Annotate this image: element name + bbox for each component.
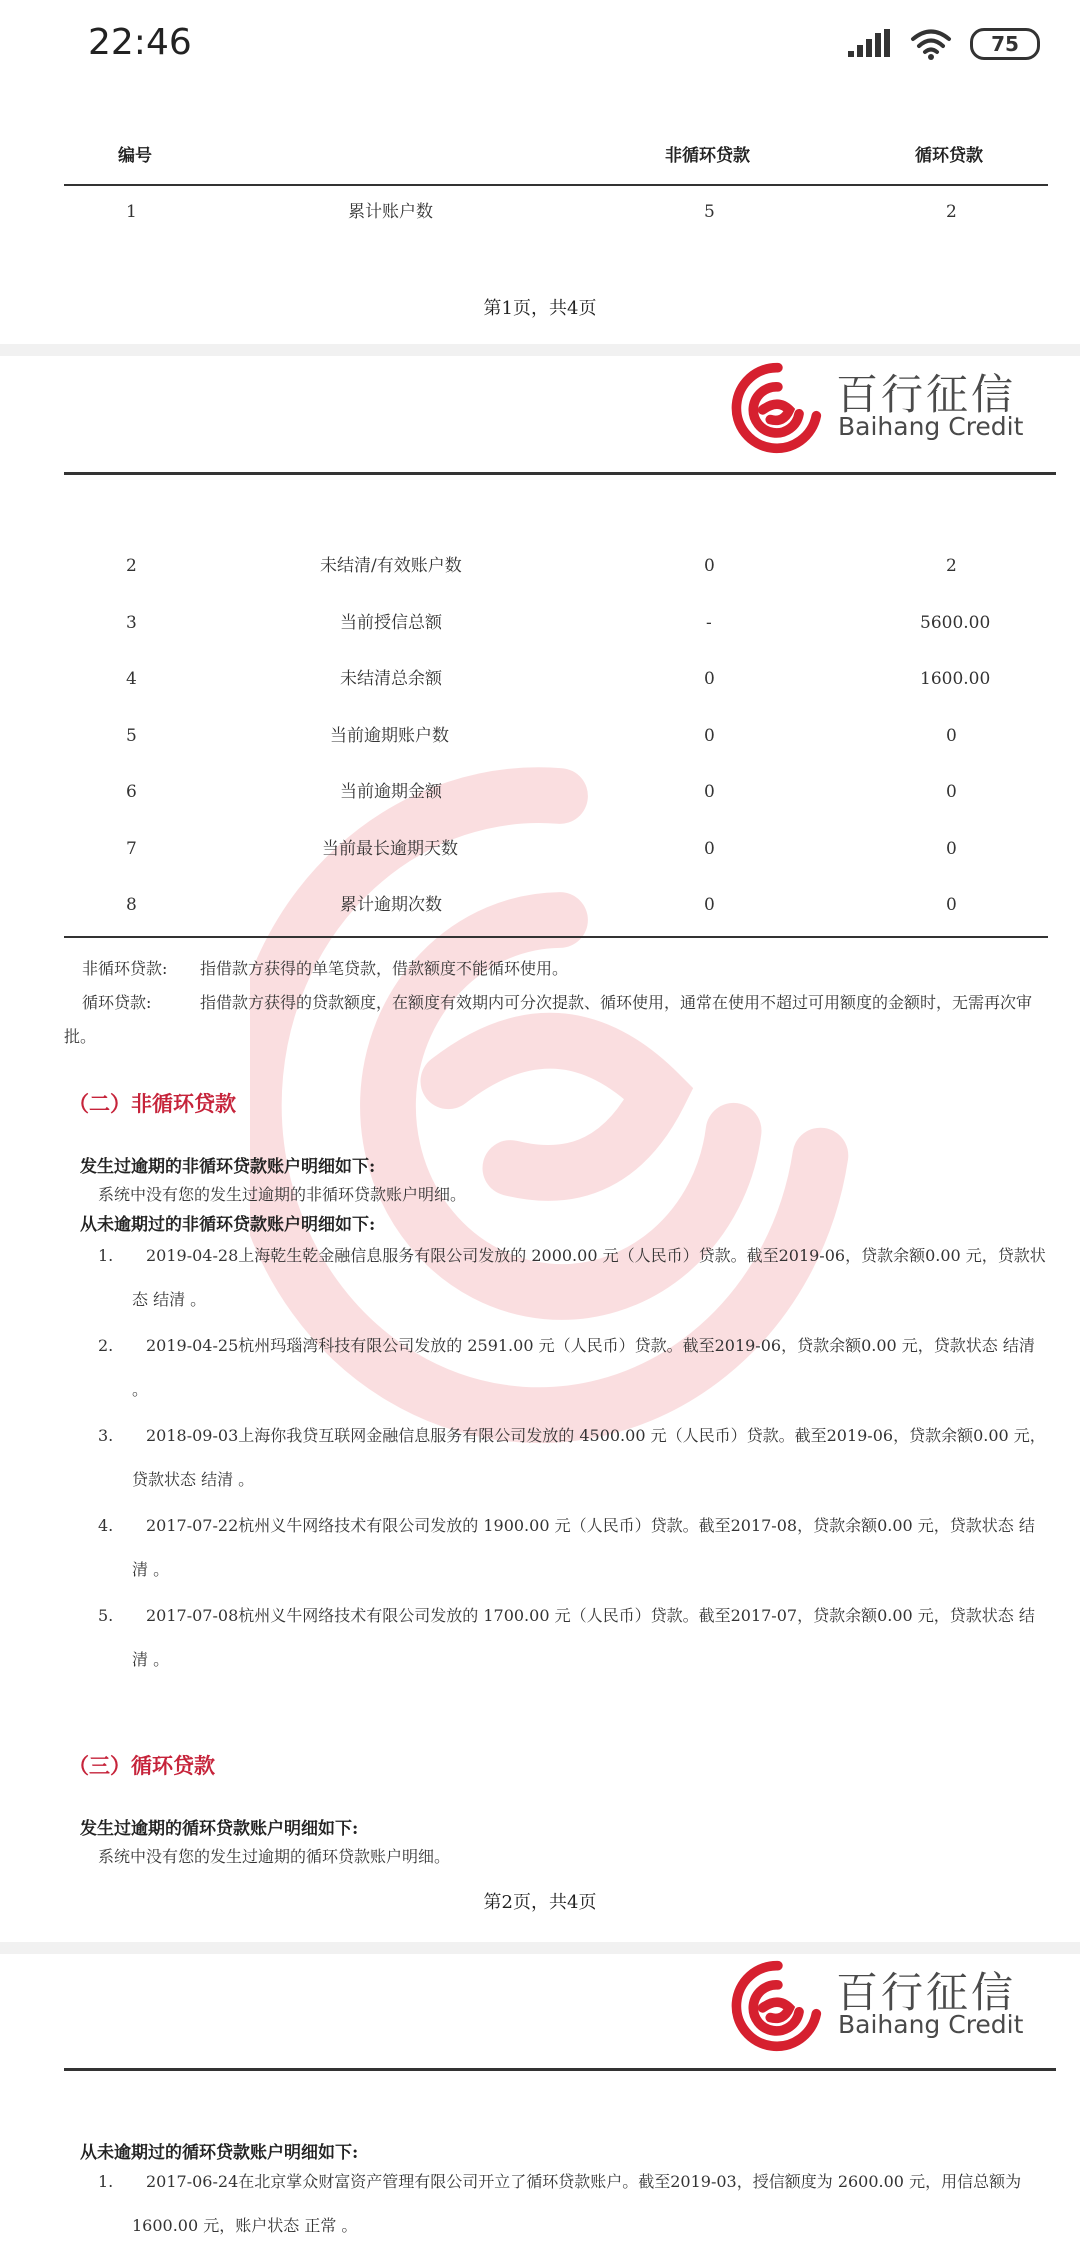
page-number: 第1页，共4页 [483, 298, 597, 319]
definition-rev [64, 986, 1054, 1054]
battery-level: 75 [991, 32, 1019, 56]
list-item-text: 2019-04-28上海乾生乾金融信息服务有限公司发放的 2000.00 元（人民币）贷款。截至2019-06，贷款余额0.00 元，贷款状态 结清 。 [132, 1246, 1046, 1309]
section-title-rev: （三）循环贷款 [68, 1754, 215, 1778]
row-rev: 2 [946, 202, 957, 222]
row-label: 未结清/有效账户数 [320, 556, 462, 576]
row-no: 6 [126, 782, 137, 802]
row-nonrev: 0 [704, 782, 715, 802]
definition-label: 非循环贷款: [82, 959, 168, 978]
definitions [64, 952, 1054, 1054]
row-no: 8 [126, 895, 137, 915]
row-label: 当前授信总额 [340, 613, 442, 633]
row-nonrev: 0 [704, 669, 715, 689]
brand-logo [728, 356, 1028, 456]
status-time: 22:46 [88, 22, 192, 63]
clean-rev-heading: 从未逾期过的循环贷款账户明细如下: [80, 2143, 359, 2163]
battery-indicator [970, 28, 1040, 60]
section-title-nonrev: （二）非循环贷款 [68, 1092, 236, 1116]
baihang-logo-icon [728, 1958, 824, 2054]
col-header-nonrev: 非循环贷款 [665, 146, 750, 166]
col-header-rev: 循环贷款 [915, 146, 983, 166]
row-rev: 1600.00 [920, 669, 991, 689]
list-item-number: 1. [98, 1246, 114, 1265]
brand-name-en: Baihang Credit [838, 412, 1024, 441]
row-rev: 0 [946, 839, 957, 859]
brand-name-cn: 百行征信 [836, 370, 1017, 419]
list-item-text: 2018-09-03上海你我贷互联网金融信息服务有限公司发放的 4500.00 元（人民币）贷款。截至2019-06，贷款余额0.00 元，贷款状态 结清 。 [132, 1426, 1046, 1489]
list-item [98, 1414, 1048, 1502]
row-rev: 0 [946, 782, 957, 802]
row-no: 3 [126, 613, 137, 633]
col-header-no: 编号 [118, 146, 152, 166]
status-bar [0, 0, 1080, 90]
row-nonrev: 5 [704, 202, 715, 222]
row-rev: 0 [946, 895, 957, 915]
list-item [98, 2160, 1048, 2244]
table-header-rule [64, 184, 1048, 186]
row-nonrev: 0 [704, 726, 715, 746]
page-2 [0, 356, 1080, 1942]
page-number: 第2页，共4页 [483, 1892, 597, 1913]
overdue-rev-heading: 发生过逾期的循环贷款账户明细如下: [80, 1819, 359, 1839]
row-label: 当前逾期金额 [340, 782, 442, 802]
row-nonrev: - [706, 613, 712, 633]
row-label: 累计逾期次数 [340, 895, 442, 915]
overdue-nonrev-note: 系统中没有您的发生过逾期的非循环贷款账户明细。 [98, 1185, 467, 1204]
page-1-tail [0, 90, 1080, 344]
signal-icon [848, 29, 892, 59]
row-nonrev: 0 [704, 895, 715, 915]
row-label: 未结清总余额 [340, 669, 442, 689]
row-rev: 2 [946, 556, 957, 576]
row-no: 7 [126, 839, 137, 859]
baihang-logo-icon [728, 360, 824, 456]
definition-nonrev [64, 952, 1054, 986]
list-item-text: 2019-04-25杭州玛瑙湾科技有限公司发放的 2591.00 元（人民币）贷款。截至2019-06，贷款余额0.00 元，贷款状态 结清 。 [132, 1336, 1035, 1399]
row-label: 当前逾期账户数 [330, 726, 449, 746]
definition-text: 指借款方获得的单笔贷款，借款额度不能循环使用。 [200, 959, 569, 978]
row-no: 5 [126, 726, 137, 746]
list-item-number: 5. [98, 1606, 114, 1625]
row-no: 1 [126, 202, 137, 222]
list-item-text: 2017-06-24在北京掌众财富资产管理有限公司开立了循环贷款账户。截至2019-03，授信额度为 2600.00 元，用信总额为 1600.00 元，账户状态 正常 。 [132, 2172, 1022, 2235]
wifi-icon [910, 28, 952, 60]
page-header-rule [64, 2068, 1056, 2071]
row-rev: 0 [946, 726, 957, 746]
list-item [98, 1504, 1048, 1592]
list-item-text: 2017-07-08杭州义牛网络技术有限公司发放的 1700.00 元（人民币）贷款。截至2017-07，贷款余额0.00 元，贷款状态 结清 。 [132, 1606, 1035, 1669]
definition-label: 循环贷款: [82, 993, 152, 1012]
row-label: 当前最长逾期天数 [322, 839, 458, 859]
list-item [98, 1594, 1048, 1682]
clean-nonrev-heading: 从未逾期过的非循环贷款账户明细如下: [80, 1215, 376, 1235]
list-item-number: 4. [98, 1516, 114, 1535]
list-item-number: 1. [98, 2172, 114, 2191]
page-header-rule [64, 472, 1056, 475]
row-rev: 5600.00 [920, 613, 991, 633]
status-icons [848, 28, 1040, 60]
row-no: 2 [126, 556, 137, 576]
page-3-head [0, 1954, 1080, 2244]
row-nonrev: 0 [704, 839, 715, 859]
row-label: 累计账户数 [348, 202, 433, 222]
list-item-text: 2017-07-22杭州义牛网络技术有限公司发放的 1900.00 元（人民币）贷款。截至2017-08，贷款余额0.00 元，贷款状态 结清 。 [132, 1516, 1035, 1579]
row-nonrev: 0 [704, 556, 715, 576]
overdue-rev-note: 系统中没有您的发生过逾期的循环贷款账户明细。 [98, 1847, 451, 1866]
brand-name-cn: 百行征信 [836, 1968, 1017, 2017]
list-item [98, 1234, 1048, 1322]
list-item-number: 2. [98, 1336, 114, 1355]
list-item [98, 1324, 1048, 1412]
overdue-nonrev-heading: 发生过逾期的非循环贷款账户明细如下: [80, 1157, 376, 1177]
brand-logo [728, 1954, 1028, 2054]
table-bottom-rule [64, 936, 1048, 938]
definition-text: 指借款方获得的贷款额度，在额度有效期内可分次提款、循环使用，通常在使用不超过可用额度的金额时，无需再次审批。 [64, 993, 1033, 1046]
list-item-number: 3. [98, 1426, 114, 1445]
row-no: 4 [126, 669, 137, 689]
brand-name-en: Baihang Credit [838, 2010, 1024, 2039]
